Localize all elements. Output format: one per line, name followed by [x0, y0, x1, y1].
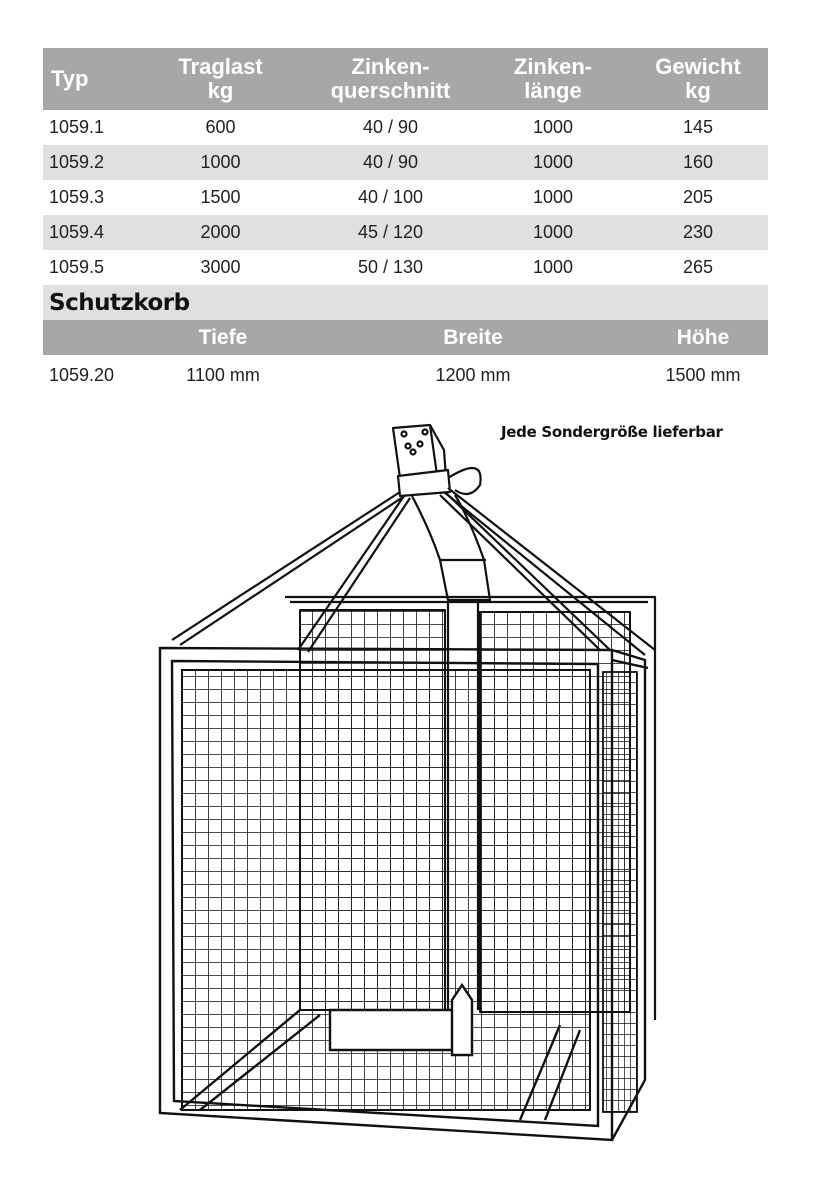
cell-breite: 1200 mm: [435, 364, 511, 385]
cell-typ: 1059.3: [49, 187, 105, 207]
schutzkorb-header: [43, 320, 768, 355]
cell-querschnitt: 40 / 100: [357, 187, 424, 207]
header-traglast: [138, 55, 303, 103]
header-tiefe: Tiefe: [198, 325, 248, 349]
section-title-schutzkorb: Schutzkorb: [43, 285, 768, 320]
cell-gewicht: 265: [682, 257, 714, 277]
cell-laenge: 1000: [532, 222, 574, 242]
header-label-2: querschnitt: [330, 78, 451, 103]
cell-querschnitt: 50 / 130: [357, 257, 424, 277]
header-label: Typ: [51, 66, 89, 91]
cell-typ: 1059.1: [49, 117, 105, 137]
cell-querschnitt: 40 / 90: [362, 117, 419, 137]
cell-laenge: 1000: [532, 257, 574, 277]
cell-traglast: 3000: [200, 257, 241, 277]
cell-typ: 1059.20: [49, 364, 115, 385]
header-label-2: länge: [524, 78, 582, 103]
header-zinkenquerschnitt: [303, 55, 478, 103]
table-row: [43, 145, 768, 180]
table-row: [43, 215, 768, 250]
cell-typ: 1059.5: [49, 257, 105, 277]
cell-hoehe: 1500 mm: [665, 364, 741, 385]
header-label: Zinken-: [351, 54, 430, 79]
cell-laenge: 1000: [532, 152, 574, 172]
table-row: [43, 110, 768, 145]
table-row: [43, 250, 768, 285]
table-row: [43, 180, 768, 215]
cell-traglast: 2000: [200, 222, 241, 242]
cell-gewicht: 160: [682, 152, 714, 172]
cell-laenge: 1000: [532, 117, 574, 137]
header-label: Gewicht: [655, 54, 741, 79]
cell-traglast: 600: [205, 117, 236, 137]
header-breite: Breite: [443, 325, 503, 349]
cell-traglast: 1500: [200, 187, 241, 207]
cell-gewicht: 205: [682, 187, 714, 207]
header-unit: kg: [685, 78, 711, 103]
cell-traglast: 1000: [200, 152, 241, 172]
header-label: Zinken-: [513, 54, 593, 79]
spec-table: [43, 48, 768, 395]
cell-querschnitt: 40 / 90: [362, 152, 419, 172]
safety-cage-illustration: [150, 415, 670, 1155]
cell-typ: 1059.2: [49, 152, 105, 172]
header-hoehe: Höhe: [676, 325, 730, 349]
cell-tiefe: 1100 mm: [186, 364, 260, 385]
cell-querschnitt: 45 / 120: [357, 222, 424, 242]
special-size-note: Jede Sondergröße lieferbar: [501, 423, 723, 441]
table-header: [43, 48, 768, 110]
header-zinkenlaenge: [478, 55, 628, 103]
cell-gewicht: 230: [682, 222, 714, 242]
cell-gewicht: 145: [682, 117, 714, 137]
header-unit: kg: [207, 78, 234, 103]
header-typ: [43, 67, 138, 91]
cell-typ: 1059.4: [49, 222, 105, 242]
schutzkorb-row: [43, 355, 768, 395]
cell-laenge: 1000: [532, 187, 574, 207]
header-gewicht: [628, 55, 768, 103]
header-label: Traglast: [178, 54, 263, 79]
